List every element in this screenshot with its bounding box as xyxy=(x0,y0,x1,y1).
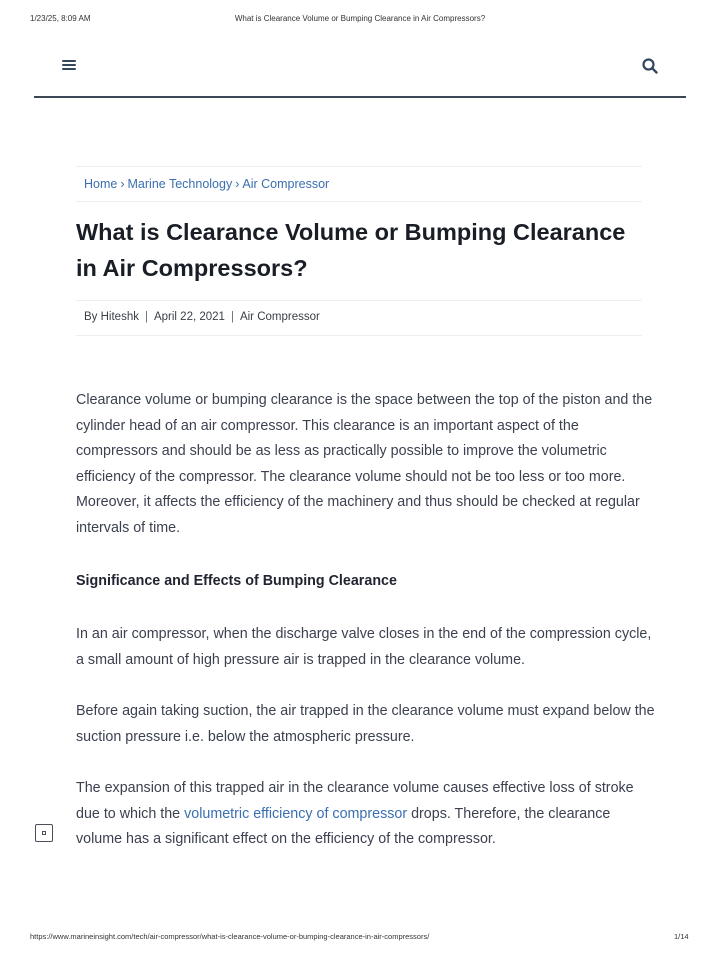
meta-separator: | xyxy=(230,311,234,323)
author-link[interactable]: By Hiteshk xyxy=(84,311,139,323)
breadcrumb-container xyxy=(76,166,642,202)
article-meta xyxy=(84,311,320,323)
breadcrumb-separator: › xyxy=(235,177,240,191)
paragraph-expansion-text-after: drops. Therefore, the clearance volume has a significant effect on the efficiency of the compressor. xyxy=(76,805,611,847)
category-link[interactable]: Air Compressor xyxy=(239,311,320,323)
breadcrumb-marine-technology[interactable]: Marine Technology xyxy=(127,177,233,191)
paragraph-expansion-text-before: The expansion of this trapped air in the clearance volume causes effective loss of stroke due to which the xyxy=(76,780,634,822)
article-body xyxy=(76,388,656,853)
paragraph-suction: Before again taking suction, the air trapped in the clearance volume must expand below the suction pressure i.e. below the atmospheric pressure. xyxy=(76,703,655,745)
article-title-line2: in Air Compressors? xyxy=(76,255,308,281)
breadcrumb-air-compressor[interactable]: Air Compressor xyxy=(242,177,330,191)
article-meta-container xyxy=(76,300,642,336)
print-page-number: 1/14 xyxy=(674,932,689,941)
intro-paragraph: Clearance volume or bumping clearance is the space between the top of the piston and the cylinder head of an air compressor. This clearance is an important aspect of the compressors and should be as less as practically possible to improve the volumetric efficiency of the compressor. The clearance volume should not be too less or too more. Moreover, it affects the efficiency of the machinery and thus should be checked at regular intervals of time. xyxy=(76,392,653,536)
print-url: https://www.marineinsight.com/tech/air-compressor/what-is-clearance-volume-or-bumping-clearance-in-air-compressors/ xyxy=(30,932,430,941)
article-title-line1: What is Clearance Volume or Bumping Clearance xyxy=(76,219,626,245)
section-heading: Significance and Effects of Bumping Clearance xyxy=(76,573,397,589)
breadcrumb-separator: › xyxy=(120,177,125,191)
paragraph-expansion xyxy=(76,776,656,853)
search-icon[interactable] xyxy=(640,56,660,76)
article-title xyxy=(76,214,656,286)
meta-separator: | xyxy=(144,311,148,323)
publish-date: April 22, 2021 xyxy=(153,311,225,323)
hamburger-menu-icon[interactable] xyxy=(62,58,80,72)
breadcrumb-home[interactable]: Home xyxy=(84,177,118,191)
site-header xyxy=(34,44,686,98)
print-header xyxy=(0,14,720,28)
print-footer xyxy=(0,932,720,946)
volumetric-efficiency-link[interactable]: volumetric efficiency of compressor xyxy=(184,805,408,822)
print-timestamp: 1/23/25, 8:09 AM xyxy=(30,14,91,23)
popup-toggle-icon[interactable] xyxy=(35,824,53,842)
print-page-title: What is Clearance Volume or Bumping Clearance in Air Compressors? xyxy=(234,14,486,23)
paragraph-discharge-valve: In an air compressor, when the discharge valve closes in the end of the compression cycle, a small amount of high pressure air is trapped in the clearance volume. xyxy=(76,626,652,668)
breadcrumb xyxy=(84,177,329,191)
